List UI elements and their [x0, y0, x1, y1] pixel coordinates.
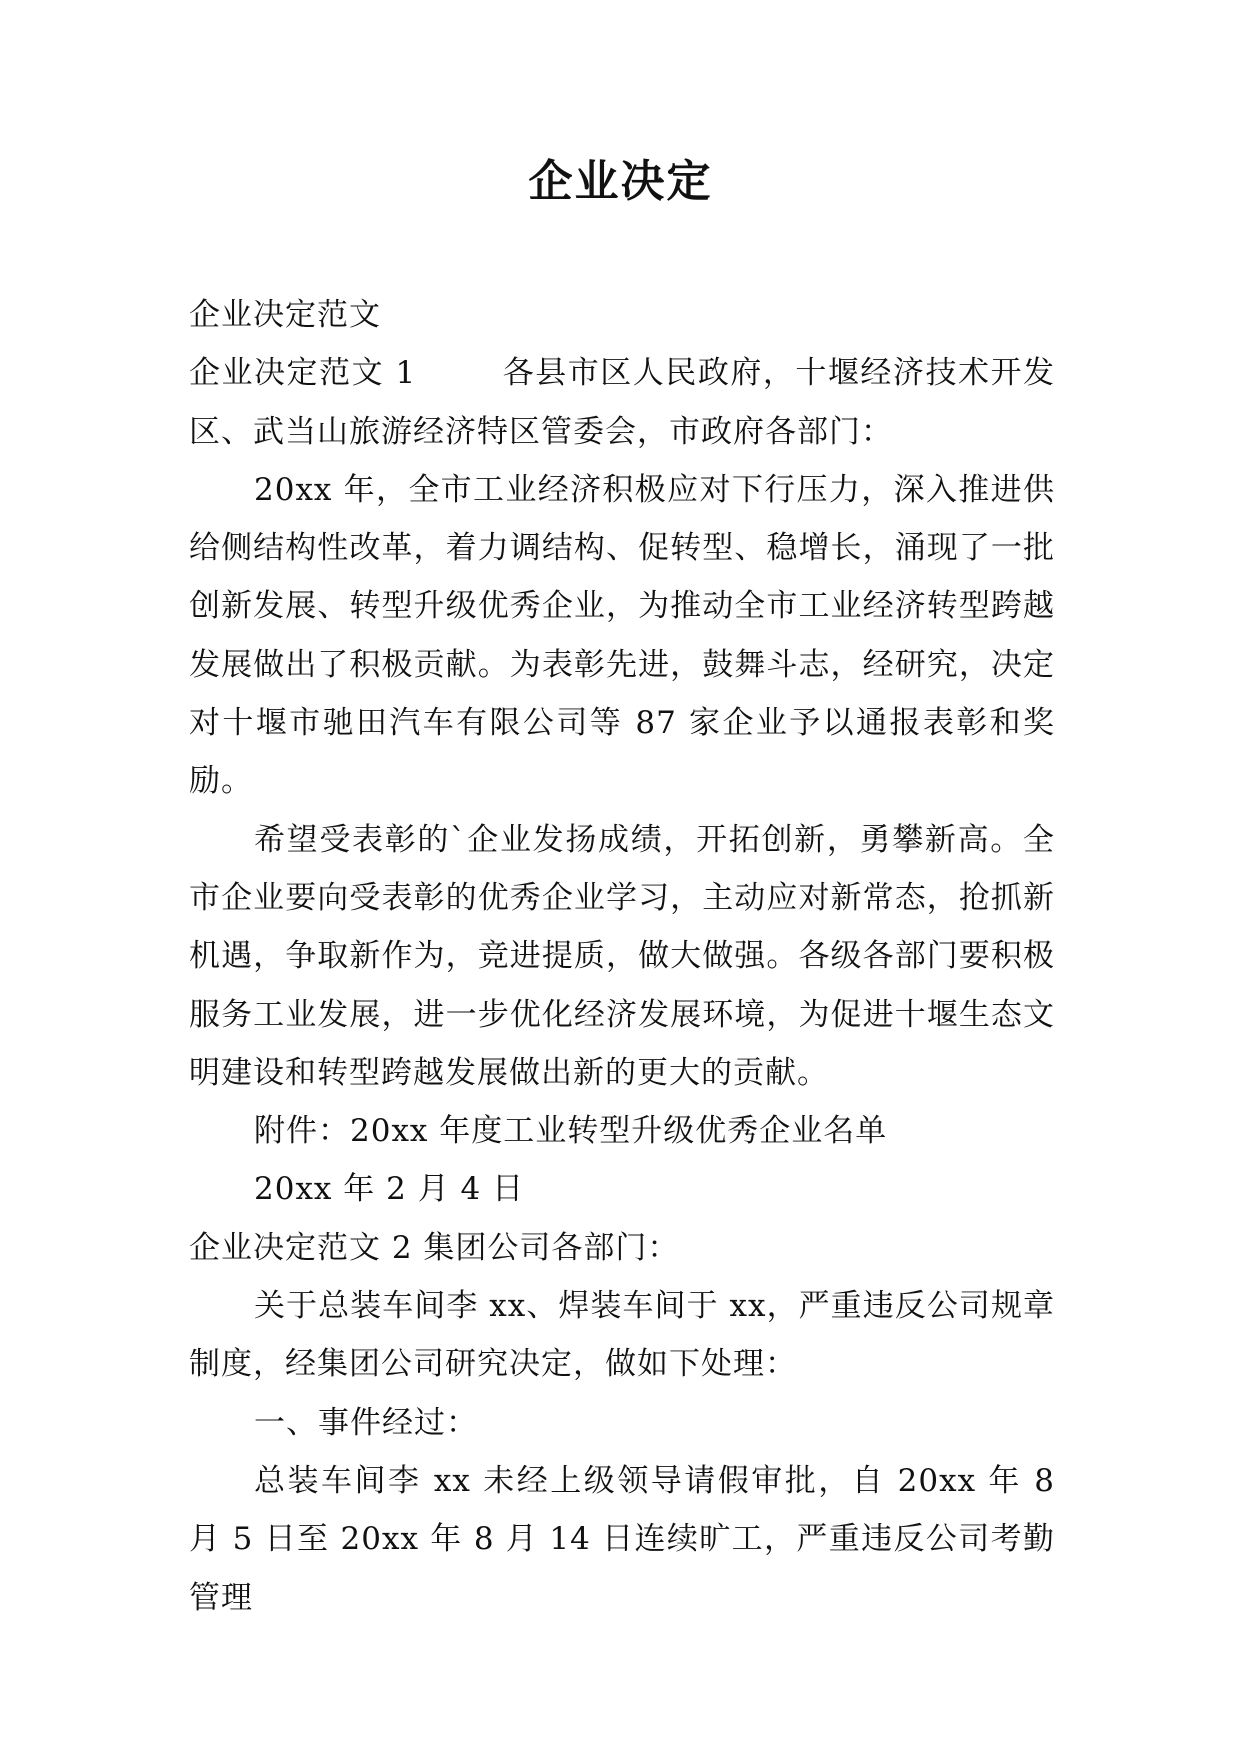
sample1-addressee: 各县市区人民政府，十堰经济技术开发区、武当山旅游经济特区管委会，市政府各部门：	[189, 355, 1056, 450]
sample1-paragraph-1: 20xx 年，全市工业经济积极应对下行压力，深入推进供给侧结构性改革，着力调结构、促转型、稳增长，涌现了一批创新发展、转型升级优秀企业，为推动全市工业经济转型跨越发展做出了积极贡献。为表彰先进，鼓舞斗志，经研究，决定对十堰市驰田汽车有限公司等 87 家企业予以通报表彰和奖励。	[189, 471, 1055, 800]
sample2-section-heading: 一、事件经过：	[254, 1404, 478, 1441]
sample1-opening	[189, 344, 1055, 461]
sample2-paragraph-1: 关于总装车间李 xx、焊装车间于 xx，严重违反公司规章制度，经集团公司研究决定，做如下处理：	[189, 1288, 1055, 1383]
sample1-date: 20xx 年 2 月 4 日	[254, 1171, 525, 1208]
sample1-attachment: 附件：20xx 年度工业转型升级优秀企业名单	[254, 1113, 888, 1150]
document-body	[189, 286, 1055, 1627]
subtitle: 企业决定范文	[189, 297, 381, 333]
document-title: 企业决定	[528, 156, 713, 207]
sample1-paragraph-2: 希望受表彰的`企业发扬成绩，开拓创新，勇攀新高。全市企业要向受表彰的优秀企业学习，主动应对新常态，抢抓新机遇，争取新作为，竞进提质，做大做强。各级各部门要积极服务工业发展，进一步优化经济发展环境，为促进十堰生态文明建设和转型跨越发展做出新的更大的贡献。	[189, 821, 1055, 1091]
sample2-heading: 企业决定范文 2 集团公司各部门：	[189, 1229, 680, 1266]
sample2-paragraph-2: 总装车间李 xx 未经上级领导请假审批，自 20xx 年 8 月 5 日至 20xx 年 8 月 14 日连续旷工，严重违反公司考勤管理	[189, 1462, 1055, 1616]
sample1-heading: 企业决定范文 1	[189, 355, 417, 392]
